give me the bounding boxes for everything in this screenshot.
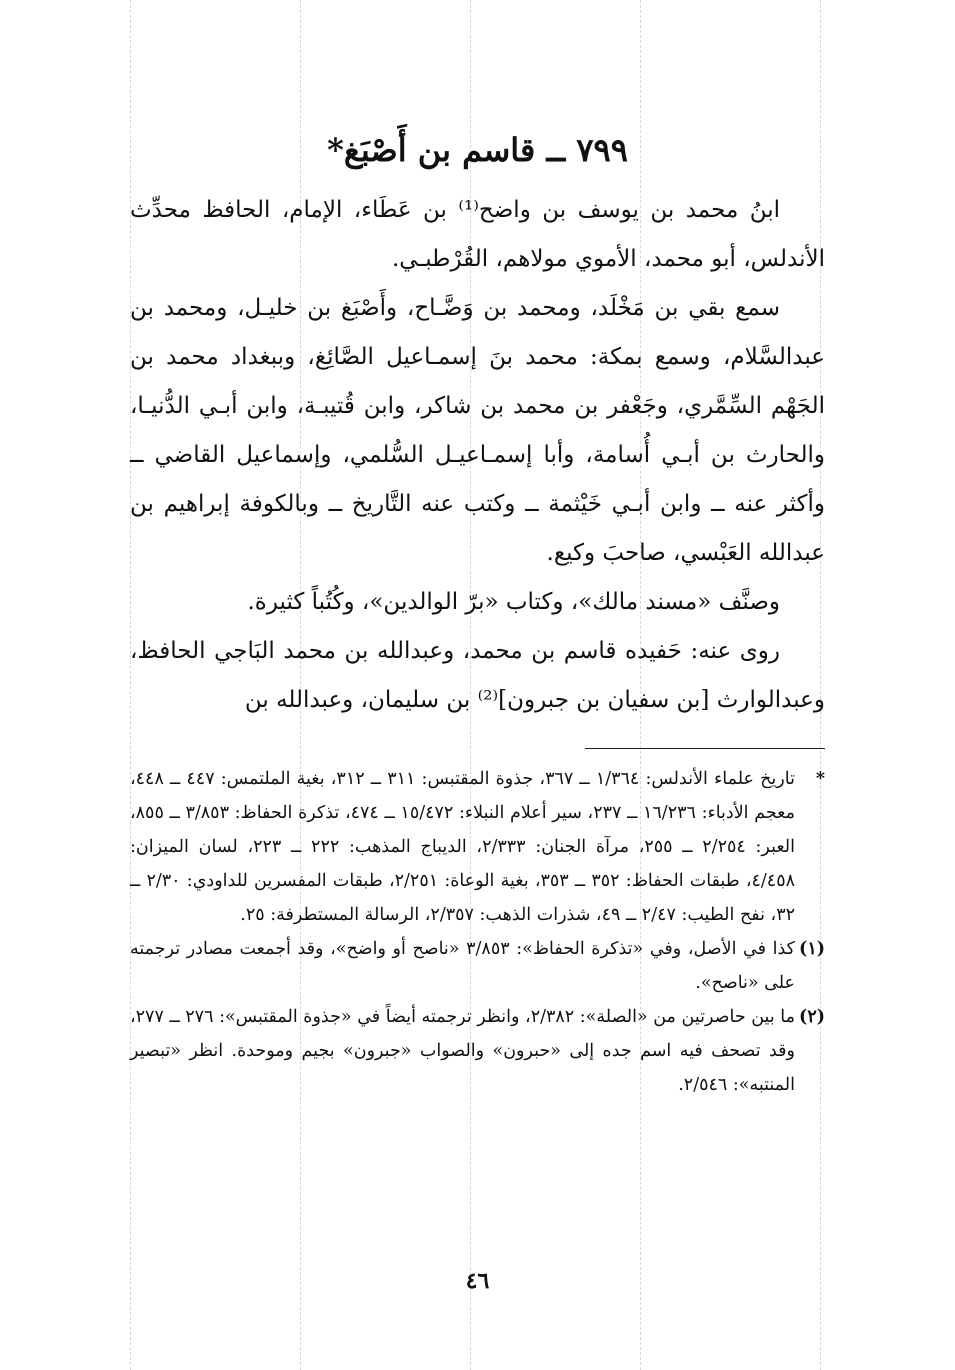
footnote-marker: (٢): [799, 1007, 825, 1027]
footnote-text: ما بين حاصرتين من «الصلة»: ٢/٣٨٢، وانظر ترجمته أيضاً في «جذوة المقتبس»: ٢٧٦ ــ ٢٧٧، وقد تصحف فيه اسم جده إلى «حبرون» والصواب «جبرون» بجيم وموحدة. انظر «تبصير المنتبه»: ٢/٥٤٦.: [130, 1007, 795, 1095]
footnote-sources: [130, 762, 825, 932]
main-text: [130, 186, 825, 725]
paragraph: روى عنه: حَفيده قاسم بن محمد، وعبدالله بن محمد البَاجي الحافظ، وعبدالوارث [بن سفيان بن جبرون]⁽²⁾ بن سليمان، وعبدالله بن: [130, 638, 825, 713]
paragraph: سمع بقي بن مَخْلَد، ومحمد بن وَضَّـاح، وأَصْبَغ بن خليـل، ومحمد بن عبدالسَّلام، وسمع بمكة: محمد بنَ إسمـاعيل الصَّائِغ، وببغداد محمد بن الجَهْم السِّمَّري، وجَعْفر بن محمد بن شاكر، وابن قُتيبـة، وابن أبـي الدُّنيـا، والحارث بن أبـي أُسامة، وأبا إسمـاعيـل السُّلمي، وإسماعيل القاضي ــ وأكثر عنه ــ وابن أبـي خَيْثمة ــ وكتب عنه التَّاريخ ــ وبالكوفة إبراهيم بن عبدالله العَبْسي، صاحبَ وكيع.: [130, 295, 825, 566]
footnote-1: [130, 932, 825, 1000]
paragraph: ابنُ محمد بن يوسف بن واضح⁽¹⁾ بن عَطَاء، الإمام، الحافظ محدِّث الأندلس، أبو محمد، الأموي مولاهم، القُرْطبـي.: [130, 197, 825, 272]
footnote-separator: [585, 748, 825, 749]
footnote-marker: *: [815, 769, 825, 789]
footnote-2: [130, 1000, 825, 1102]
footnote-marker: (١): [799, 939, 825, 959]
footnotes: [130, 762, 825, 1102]
footnote-text: كذا في الأصل، وفي «تذكرة الحفاظ»: ٣/٨٥٣ «ناصح أو واضح»، وقد أجمعت مصادر ترجمته على «ناصح».: [130, 939, 795, 993]
entry-title: ٧٩٩ ــ قاسم بن أَصْبَغ*: [327, 131, 628, 169]
footnote-text: تاريخ علماء الأندلس: ١/٣٦٤ ــ ٣٦٧، جذوة المقتبس: ٣١١ ــ ٣١٢، بغية الملتمس: ٤٤٧ ــ ٤٤٨، معجم الأدباء: ١٦/٢٣٦ ــ ٢٣٧، سير أعلام النبلاء: ١٥/٤٧٢ ــ ٤٧٤، تذكرة الحفاظ: ٣/٨٥٣ ــ ٨٥٥، العبر: ٢/٢٥٤ ــ ٢٥٥، مرآة الجنان: ٢/٣٣٣، الديباج المذهب: ٢٢٢ ــ ٢٢٣، لسان الميزان: ٤/٤٥٨، طبقات الحفاظ: ٣٥٢ ــ ٣٥٣، بغية الوعاة: ٢/٢٥١، طبقات المفسرين للداودي: ٢/٣٠ ــ ٣٢، نفح الطيب: ٢/٤٧ ــ ٤٩، شذرات الذهب: ٢/٣٥٧، الرسالة المستطرفة: ٢٥.: [130, 769, 795, 925]
paragraph: وصنَّف «مسند مالك»، وكتاب «برّ الوالدين»، وكُتُباً كثيرة.: [247, 589, 780, 615]
page-number: ٤٦: [465, 1268, 490, 1294]
